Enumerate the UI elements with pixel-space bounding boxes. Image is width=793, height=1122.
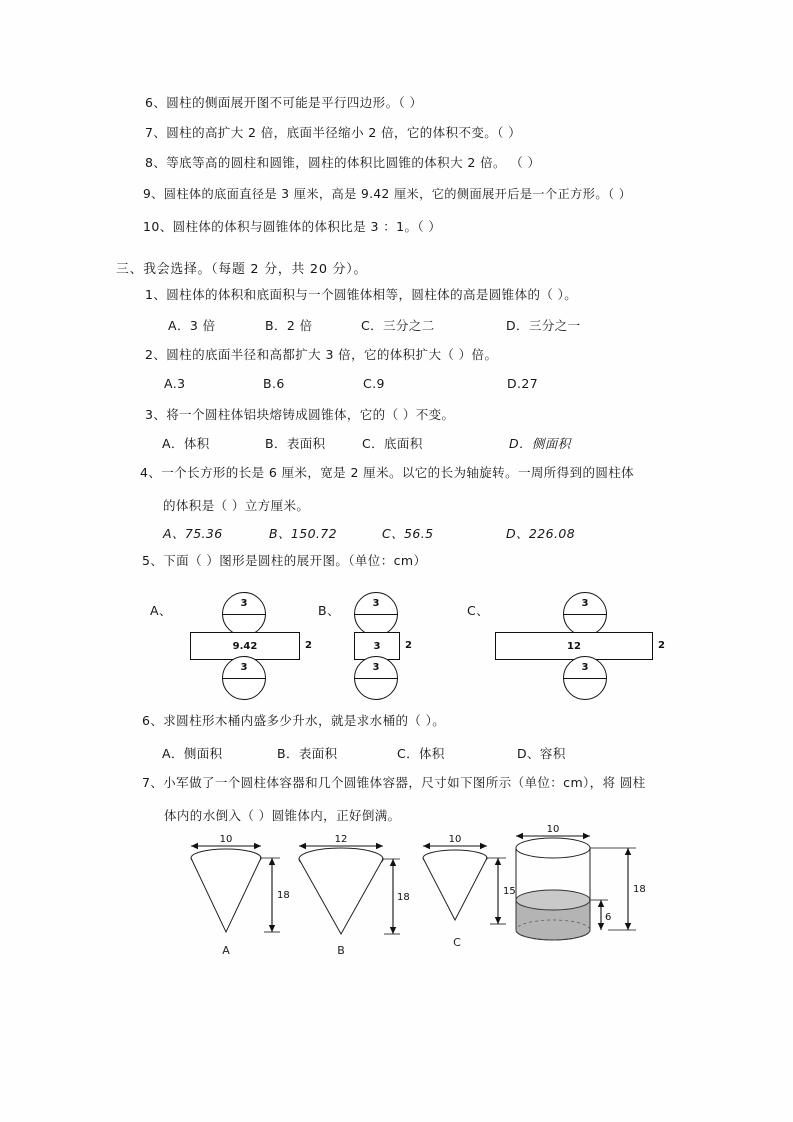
figure-cylinder-height-label: 18 <box>633 884 646 895</box>
net-option-a-label: A、 <box>150 603 173 618</box>
question-4-option-a[interactable]: A、75.36 <box>163 526 223 541</box>
question-7-stem-line-2: 体内的水倒入（ ）圆锥体内，正好倒满。 <box>164 808 401 823</box>
question-4-stem-line-1 <box>140 466 634 480</box>
net-b-top-circle-chord <box>354 614 398 615</box>
tf-item-10-text: 圆柱体的体积与圆锥体的体积比是 3 ：1。（ ） <box>172 219 442 234</box>
tf-item-6 <box>145 96 422 110</box>
net-option-c[interactable] <box>467 592 677 692</box>
figure-cylinder-diameter-label: 10 <box>546 824 560 835</box>
figure-cone-a-diameter-label: 10 <box>219 834 233 845</box>
tf-item-7 <box>145 126 521 140</box>
question-3-options <box>162 434 722 454</box>
tf-item-10-number: 10、 <box>143 219 173 234</box>
question-1-option-d[interactable]: D．三分之一 <box>506 318 581 333</box>
tf-item-8-number: 8、 <box>145 155 167 170</box>
net-b-bottom-circle-chord <box>354 678 398 679</box>
net-option-a[interactable] <box>150 592 310 692</box>
figure-cone-b-height-label: 18 <box>397 892 410 903</box>
question-2-option-c[interactable]: C.9 <box>363 376 385 391</box>
tf-item-7-number: 7、 <box>145 125 167 140</box>
question-6-option-b[interactable]: B．表面积 <box>277 746 338 761</box>
question-1-text: 圆柱体的体积和底面积与一个圆锥体相等，圆柱体的高是圆锥体的（ ）。 <box>166 287 578 302</box>
question-4-option-d[interactable]: D、226.08 <box>506 526 576 541</box>
question-1-option-c[interactable]: C．三分之二 <box>361 318 435 333</box>
figure-cylinder-water-height-label: 6 <box>605 912 612 923</box>
net-a-top-circle-value: 3 <box>240 598 248 610</box>
net-a-bottom-circle <box>222 656 266 700</box>
tf-item-8-text: 等底等高的圆柱和圆锥，圆柱的体积比圆锥的体积大 2 倍。 （ ） <box>166 155 541 170</box>
figure-cone-a[interactable] <box>186 832 290 962</box>
question-6-options <box>162 744 722 764</box>
question-4-options <box>163 524 723 544</box>
net-a-top-circle-chord <box>222 614 266 615</box>
net-option-b-label: B、 <box>318 603 341 618</box>
net-b-bottom-circle <box>354 656 398 700</box>
net-option-c-label: C、 <box>467 603 490 618</box>
tf-item-6-number: 6、 <box>145 95 167 110</box>
question-5-stem <box>142 554 426 568</box>
question-3-option-a[interactable]: A．体积 <box>162 436 210 451</box>
net-c-bottom-circle-value: 3 <box>581 662 589 674</box>
question-7-text-line-1: 小军做了一个圆柱体容器和几个圆锥体容器，尺寸如下图所示（单位：cm），将 圆柱 <box>163 775 646 790</box>
net-c-bottom-circle <box>563 656 607 700</box>
question-3-option-d[interactable]: D．侧面积 <box>509 436 571 451</box>
net-b-side-value: 2 <box>405 640 412 651</box>
question-4-option-b[interactable]: B、150.72 <box>269 526 338 541</box>
net-c-bottom-circle-chord <box>563 678 607 679</box>
net-c-top-circle-chord <box>563 614 607 615</box>
question-5-text: 下面（ ）图形是圆柱的展开图。（单位：cm） <box>163 553 427 568</box>
question-5-number: 5、 <box>142 553 164 568</box>
net-c-rectangle <box>495 632 653 660</box>
tf-item-9-text: 圆柱体的底面直径是 3 厘米，高是 9.42 厘米，它的侧面展开后是一个正方形。（ ） <box>163 187 632 201</box>
net-c-top-circle <box>563 592 607 636</box>
net-b-top-circle <box>354 592 398 636</box>
tf-item-9-number: 9、 <box>143 187 164 201</box>
question-4-number: 4、 <box>140 465 162 480</box>
question-6-option-a[interactable]: A．侧面积 <box>162 746 223 761</box>
question-1-number: 1、 <box>145 287 167 302</box>
question-2-options <box>164 376 724 396</box>
tf-item-7-text: 圆柱的高扩大 2 倍，底面半径缩小 2 倍，它的体积不变。（ ） <box>166 125 522 140</box>
figure-cone-b-caption: B <box>337 944 345 957</box>
net-a-top-circle <box>222 592 266 636</box>
question-2-text: 圆柱的底面半径和高都扩大 3 倍，它的体积扩大（ ）倍。 <box>166 347 498 362</box>
tf-item-8 <box>145 156 540 170</box>
tf-item-9 <box>143 188 631 201</box>
figure-cone-a-height-label: 18 <box>277 890 290 901</box>
tf-item-6-text: 圆柱的侧面展开图不可能是平行四边形。（ ） <box>166 95 423 110</box>
question-6-number: 6、 <box>142 713 164 728</box>
question-3-option-b[interactable]: B．表面积 <box>265 436 326 451</box>
net-b-bottom-circle-value: 3 <box>372 662 380 674</box>
net-b-rectangle-value: 3 <box>373 640 381 652</box>
question-6-option-c[interactable]: C．体积 <box>397 746 445 761</box>
question-3-text: 将一个圆柱体铝块熔铸成圆锥体，它的（ ）不变。 <box>166 407 455 422</box>
figure-cone-c-caption: C <box>453 936 461 949</box>
figure-cone-a-caption: A <box>222 944 230 957</box>
question-3-number: 3、 <box>145 407 167 422</box>
question-6-option-d[interactable]: D、容积 <box>517 746 566 761</box>
question-3-option-c[interactable]: C．底面积 <box>362 436 423 451</box>
net-a-bottom-circle-value: 3 <box>240 662 248 674</box>
question-1-options <box>168 316 728 336</box>
net-a-side-value: 2 <box>305 640 312 651</box>
question-2-option-d[interactable]: D.27 <box>507 376 539 391</box>
question-1-option-a[interactable]: A．3 倍 <box>168 318 216 333</box>
figure-cone-b[interactable] <box>296 832 410 962</box>
net-c-rectangle-value: 12 <box>567 640 581 652</box>
question-4-text-line-1: 一个长方形的长是 6 厘米，宽是 2 厘米。以它的长为轴旋转。一周所得到的圆柱体 <box>161 465 635 480</box>
figure-cylinder[interactable] <box>508 824 653 965</box>
question-1-stem <box>145 288 577 302</box>
question-6-text: 求圆柱形木桶内盛多少升水，就是求水桶的（ ）。 <box>163 713 446 728</box>
question-4-option-c[interactable]: C、56.5 <box>382 526 434 541</box>
net-a-bottom-circle-chord <box>222 678 266 679</box>
question-2-number: 2、 <box>145 347 167 362</box>
net-c-top-circle-value: 3 <box>581 598 589 610</box>
question-2-stem <box>145 348 497 362</box>
question-2-option-b[interactable]: B.6 <box>263 376 285 391</box>
net-b-top-circle-value: 3 <box>372 598 380 610</box>
question-2-option-a[interactable]: A.3 <box>164 376 186 391</box>
question-7-number: 7、 <box>142 775 164 790</box>
figure-cone-b-diameter-label: 12 <box>334 834 348 845</box>
figure-cone-c[interactable] <box>420 832 515 962</box>
figure-cone-c-diameter-label: 10 <box>448 834 462 845</box>
net-option-b[interactable] <box>318 592 448 692</box>
net-c-side-value: 2 <box>658 640 665 651</box>
question-1-option-b[interactable]: B．2 倍 <box>265 318 313 333</box>
question-7-stem-line-1 <box>142 776 646 790</box>
figure-cone-c-height-label: 15 <box>503 886 516 897</box>
tf-item-10 <box>143 220 441 234</box>
net-a-rectangle-value: 9.42 <box>232 640 258 652</box>
question-6-stem <box>142 714 445 728</box>
question-3-stem <box>145 408 454 422</box>
question-4-stem-line-2: 的体积是（ ）立方厘米。 <box>163 498 310 513</box>
section-3-heading: 三、我会选择。（每题 2 分，共 20 分）。 <box>116 262 368 277</box>
